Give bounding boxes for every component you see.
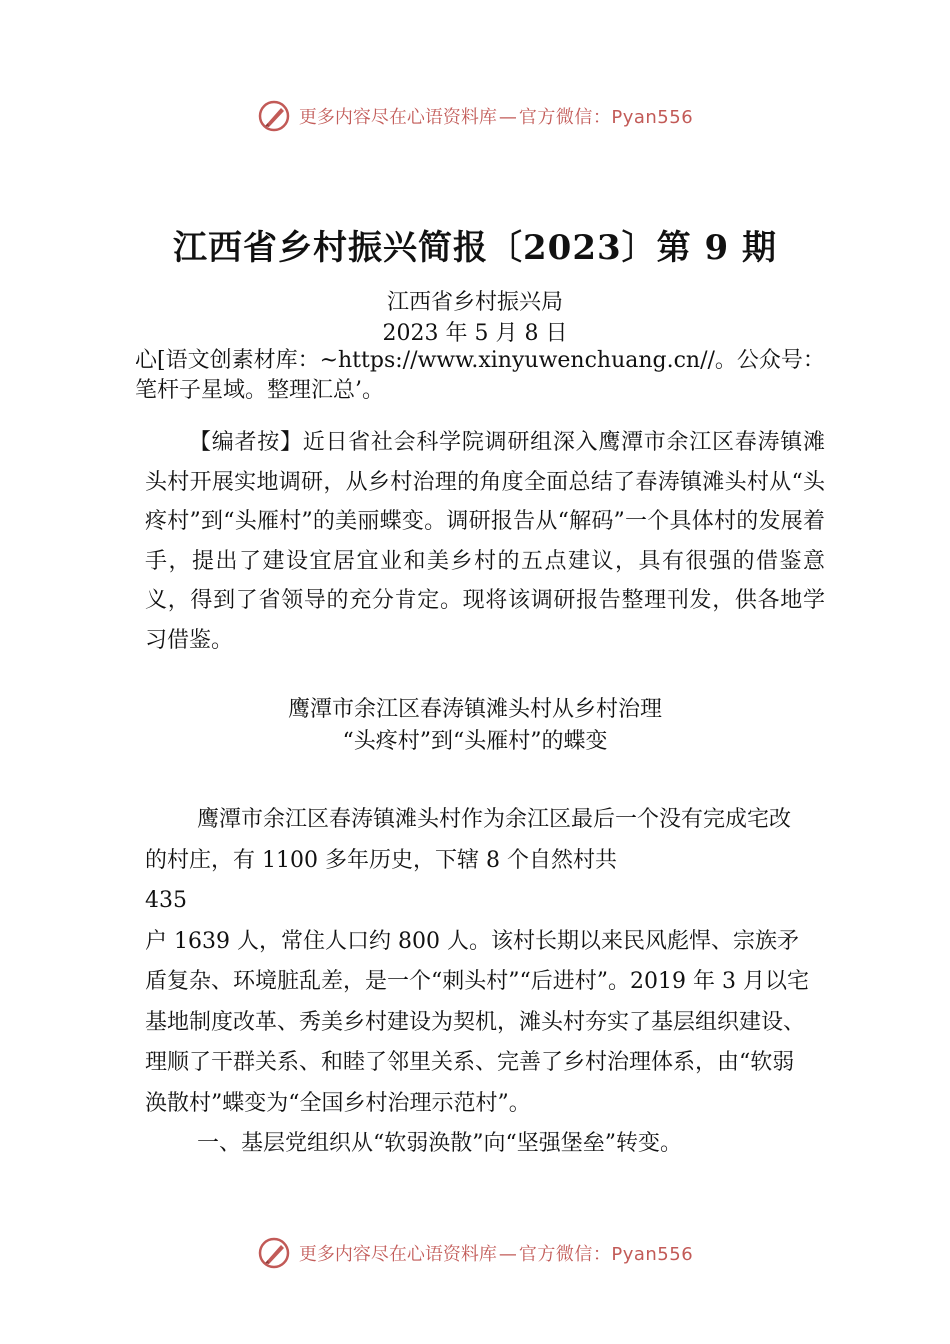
footer-watermark bbox=[0, 1231, 950, 1275]
watermark-brand: 更多内容尽在心语资料库 bbox=[298, 107, 497, 128]
watermark-separator: — bbox=[498, 1244, 517, 1265]
watermark-wechat: 官方微信：Pyan556 bbox=[518, 107, 694, 128]
document-date: 2023 年 5 月 8 日 bbox=[382, 321, 568, 346]
report-body bbox=[145, 800, 810, 1165]
source-note: 心[语文创素材库：~https://www.xinyuwenchuang.cn//。公众号：笔杆子星域。整理汇总’。 bbox=[135, 348, 825, 403]
body-paragraph-1-part-1: 鹰潭市余江区春涛镇滩头村作为余江区最后一个没有完成宅改的村庄，有 1100 多年历史，下辖 8 个自然村共 bbox=[145, 807, 792, 873]
watermark-text bbox=[299, 1240, 693, 1266]
header-watermark bbox=[0, 94, 950, 138]
watermark-text bbox=[299, 103, 693, 129]
watermark-wechat: 官方微信：Pyan556 bbox=[518, 1244, 694, 1265]
body-paragraph-1-part-2: 435 bbox=[145, 888, 187, 913]
document-org: 江西省乡村振兴局 bbox=[386, 290, 563, 315]
document-title: 江西省乡村振兴简报〔2023〕第 9 期 bbox=[173, 228, 777, 268]
body-paragraph-1-part-3: 户 1639 人，常住人口约 800 人。该村长期以来民风彪悍、宗族矛盾复杂、环境脏乱差，是一个“刺头村”“后进村”。2019 年 3 月以宅基地制度改革、秀美乡村建设为契机，滩头村夯实了基层组织建设、理顺了干群关系、和睦了邻里关系、完善了乡村治理体系，由“软弱涣散村”蝶变为“全国乡村治理示范村”。 bbox=[145, 928, 809, 1116]
report-subtitle-line2: “头疼村”到“头雁村”的蝶变 bbox=[342, 729, 608, 754]
report-subtitle-line1: 鹰潭市余江区春涛镇滩头村从乡村治理 bbox=[287, 697, 662, 722]
section-1-heading: 一、基层党组织从“软弱涣散”向“坚强堡垒”转变。 bbox=[197, 1131, 682, 1156]
report-subtitle bbox=[0, 694, 950, 758]
quill-pen-logo-icon bbox=[257, 99, 291, 133]
editor-note: 【编者按】近日省社会科学院调研组深入鹰潭市余江区春涛镇滩头村开展实地调研，从乡村治理的角度全面总结了春涛镇滩头村从“头疼村”到“头雁村”的美丽蝶变。调研报告从“解码”一个具体村的发展着手，提出了建设宜居宜业和美乡村的五点建议，具有很强的借鉴意义，得到了省领导的充分肯定。现将该调研报告整理刊发，供各地学习借鉴。 bbox=[145, 430, 825, 653]
watermark-separator: — bbox=[498, 107, 517, 128]
quill-pen-logo-icon bbox=[257, 1236, 291, 1270]
watermark-brand: 更多内容尽在心语资料库 bbox=[298, 1244, 497, 1265]
